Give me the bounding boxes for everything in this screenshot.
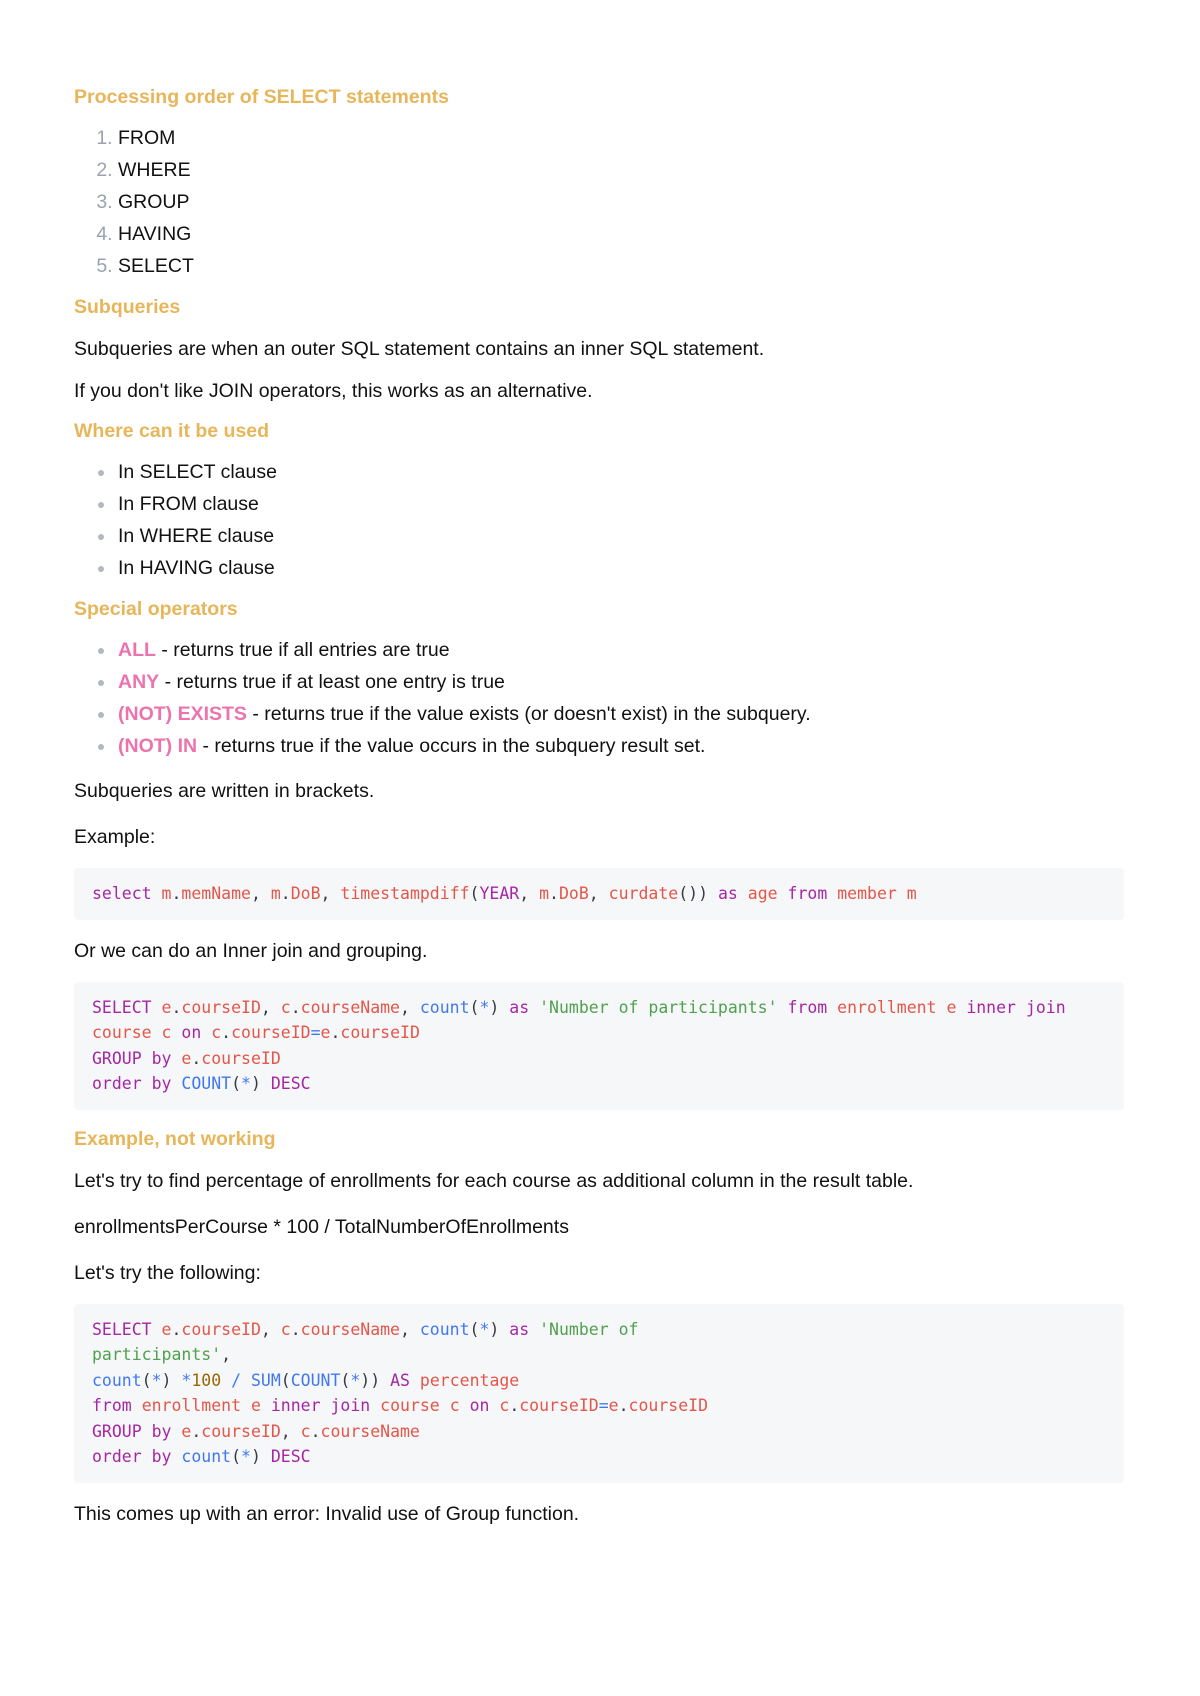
code-token: order — [92, 1074, 142, 1093]
code-token: * — [479, 1319, 490, 1339]
code-token: = — [310, 1023, 321, 1042]
paragraph: Let's try to find percentage of enrollments for each course as additional column in the result table. — [74, 1169, 914, 1192]
heading-subqueries: Subqueries — [74, 296, 181, 318]
paragraph: Let's try the following: — [74, 1261, 261, 1284]
code-token: as — [717, 884, 738, 903]
code-token: c — [300, 1421, 311, 1441]
code-token: timestampdiff — [340, 884, 470, 903]
code-token: e — [181, 1421, 192, 1441]
list-item: In FROM clause — [118, 488, 1124, 520]
list-item — [118, 698, 1124, 730]
code-token: COUNT — [181, 1074, 232, 1093]
code-token: course — [92, 1023, 152, 1042]
code-line: select m.memName, m.DoB, timestampdiff(YEAR, m.DoB, curdate()) as age from member m — [92, 884, 917, 903]
code-token: e — [946, 997, 957, 1017]
code-token: from — [787, 884, 828, 903]
code-token: 100 — [191, 1370, 222, 1390]
paragraph: Subqueries are when an outer SQL statement contains an inner SQL statement. — [74, 338, 765, 360]
code-token: e — [161, 997, 172, 1017]
code-token: SELECT — [92, 1319, 152, 1339]
code-token: curdate — [608, 884, 679, 903]
code-token: * — [241, 1447, 251, 1466]
code-token: 'Number of — [539, 1319, 639, 1339]
code-token: COUNT — [290, 1370, 341, 1390]
code-token: * — [151, 1370, 162, 1390]
code-token: m — [161, 884, 172, 903]
code-token: enrollment — [141, 1396, 242, 1415]
code-token: c — [449, 1396, 460, 1415]
code-block-inner-join — [74, 982, 1124, 1110]
code-token: courseName — [300, 997, 400, 1017]
code-token: percentage — [419, 1370, 520, 1390]
code-token: count — [419, 1319, 470, 1339]
list-item: In WHERE clause — [118, 520, 1124, 552]
code-line: SELECT e.courseID, c.courseName, count(*) as 'Number of participants' from enrollment e inner join — [92, 997, 1066, 1017]
code-line: GROUP by e.courseID, c.courseName — [92, 1421, 420, 1441]
code-block-age-query — [74, 868, 1124, 920]
code-token: c — [211, 1023, 222, 1042]
code-token: courseID — [181, 997, 261, 1017]
code-line: SELECT e.courseID, c.courseName, count(*) as 'Number of — [92, 1319, 639, 1339]
code-token: as — [509, 997, 530, 1017]
code-token: courseID — [201, 1048, 281, 1068]
code-token: e — [608, 1396, 619, 1415]
operator-description: - returns true if the value occurs in the subquery result set. — [197, 735, 706, 757]
code-block-percentage-query — [74, 1304, 1124, 1483]
code-token: * — [181, 1370, 192, 1390]
special-operators-list — [74, 634, 1124, 762]
operator-keyword: (NOT) IN — [118, 735, 198, 757]
code-token: member — [837, 884, 897, 903]
code-token: age — [747, 884, 778, 903]
code-token: SUM — [250, 1370, 281, 1390]
code-token: courseName — [320, 1421, 420, 1441]
code-token: select — [92, 884, 152, 903]
code-token: courseID — [519, 1396, 599, 1415]
code-token: by — [151, 1447, 172, 1466]
heading-example-not-working: Example, not working — [74, 1127, 276, 1150]
code-token: / — [231, 1370, 242, 1390]
code-token: count — [92, 1370, 142, 1390]
code-token: * — [350, 1370, 361, 1390]
code-token: DoB — [290, 884, 321, 903]
code-token: DESC — [270, 1447, 311, 1466]
list-item: 1. FROM — [118, 122, 1124, 154]
code-token: GROUP — [92, 1421, 142, 1441]
list-item: In SELECT clause — [118, 456, 1124, 488]
code-token: m — [906, 884, 917, 903]
code-token: by — [151, 1074, 172, 1093]
code-token: m — [270, 884, 281, 903]
code-token: m — [539, 884, 550, 903]
operator-keyword: ALL — [118, 639, 156, 661]
code-token: order — [92, 1447, 142, 1466]
code-token: as — [509, 1319, 530, 1339]
code-token: courseName — [300, 1319, 400, 1339]
code-token: AS — [390, 1370, 410, 1390]
code-token: courseID — [628, 1396, 709, 1415]
code-token: c — [499, 1396, 510, 1415]
code-token: inner — [270, 1396, 321, 1415]
code-token: from — [787, 997, 828, 1017]
formula-text: enrollmentsPerCourse * 100 / TotalNumberOfEnrollments — [74, 1215, 569, 1238]
code-token: by — [151, 1421, 172, 1441]
code-token: participants' — [92, 1345, 222, 1364]
code-token: courseID — [340, 1023, 420, 1042]
code-token: courseID — [181, 1319, 261, 1339]
code-token: DESC — [270, 1074, 311, 1093]
code-token: memName — [181, 884, 251, 903]
code-line: order by COUNT(*) DESC — [92, 1074, 311, 1093]
operator-description: - returns true if the value exists (or doesn't exist) in the subquery. — [246, 703, 811, 725]
operator-description: - returns true if all entries are true — [155, 639, 450, 661]
operator-keyword: ANY — [118, 671, 160, 693]
code-token: 'Number of participants' — [539, 997, 778, 1017]
code-token: * — [479, 997, 490, 1017]
list-item — [118, 666, 1124, 698]
list-item: 2. WHERE — [118, 154, 1124, 186]
code-line: GROUP by e.courseID — [92, 1048, 281, 1068]
code-token: on — [181, 1023, 202, 1042]
code-token: * — [241, 1074, 251, 1093]
code-token: join — [1025, 997, 1066, 1017]
code-token: SELECT — [92, 997, 152, 1017]
heading-special-operators: Special operators — [74, 598, 238, 620]
list-item: 3. GROUP — [118, 186, 1124, 218]
code-token: e — [250, 1396, 261, 1415]
code-token: enrollment — [837, 997, 937, 1017]
code-token: by — [151, 1048, 172, 1068]
code-token: DoB — [558, 884, 589, 903]
paragraph: If you don't like JOIN operators, this works as an alternative. — [74, 380, 593, 402]
list-item: In HAVING clause — [118, 552, 1124, 584]
paragraph: Subqueries are written in brackets. — [74, 780, 375, 802]
code-line: participants', — [92, 1345, 232, 1364]
processing-order-list — [74, 122, 1124, 282]
list-item — [118, 730, 1124, 762]
code-token: from — [92, 1396, 132, 1415]
code-token: course — [380, 1396, 440, 1415]
paragraph: Or we can do an Inner join and grouping. — [74, 939, 428, 962]
heading-where-used: Where can it be used — [74, 420, 270, 442]
list-item: 4. HAVING — [118, 218, 1124, 250]
error-message-text: This comes up with an error: Invalid use of Group function. — [74, 1502, 580, 1525]
code-token: on — [469, 1396, 490, 1415]
code-line: course c on c.courseID=e.courseID — [92, 1023, 420, 1042]
code-token: courseID — [231, 1023, 311, 1042]
operator-keyword: (NOT) EXISTS — [118, 703, 247, 725]
code-token: GROUP — [92, 1048, 142, 1068]
code-token: e — [320, 1023, 331, 1042]
operator-description: - returns true if at least one entry is true — [159, 671, 505, 693]
code-token: c — [280, 997, 291, 1017]
code-token: count — [181, 1447, 232, 1466]
code-token: YEAR — [479, 884, 520, 903]
paragraph: Example: — [74, 826, 156, 848]
list-item — [118, 634, 1124, 666]
code-line: from enrollment e inner join course c on c.courseID=e.courseID — [92, 1396, 709, 1415]
code-token: = — [598, 1396, 609, 1415]
where-used-list — [74, 456, 1124, 584]
code-token: inner — [966, 997, 1016, 1017]
code-token: e — [181, 1048, 192, 1068]
code-token: c — [161, 1023, 172, 1042]
code-token: count — [419, 997, 470, 1017]
code-line: count(*) *100 / SUM(COUNT(*)) AS percentage — [92, 1370, 520, 1390]
code-token: courseID — [201, 1421, 281, 1441]
code-token: join — [330, 1396, 371, 1415]
list-item: 5. SELECT — [118, 250, 1124, 282]
code-token: c — [280, 1319, 291, 1339]
heading-processing-order: Processing order of SELECT statements — [74, 86, 449, 108]
code-token: e — [161, 1319, 172, 1339]
code-line: order by count(*) DESC — [92, 1447, 311, 1466]
